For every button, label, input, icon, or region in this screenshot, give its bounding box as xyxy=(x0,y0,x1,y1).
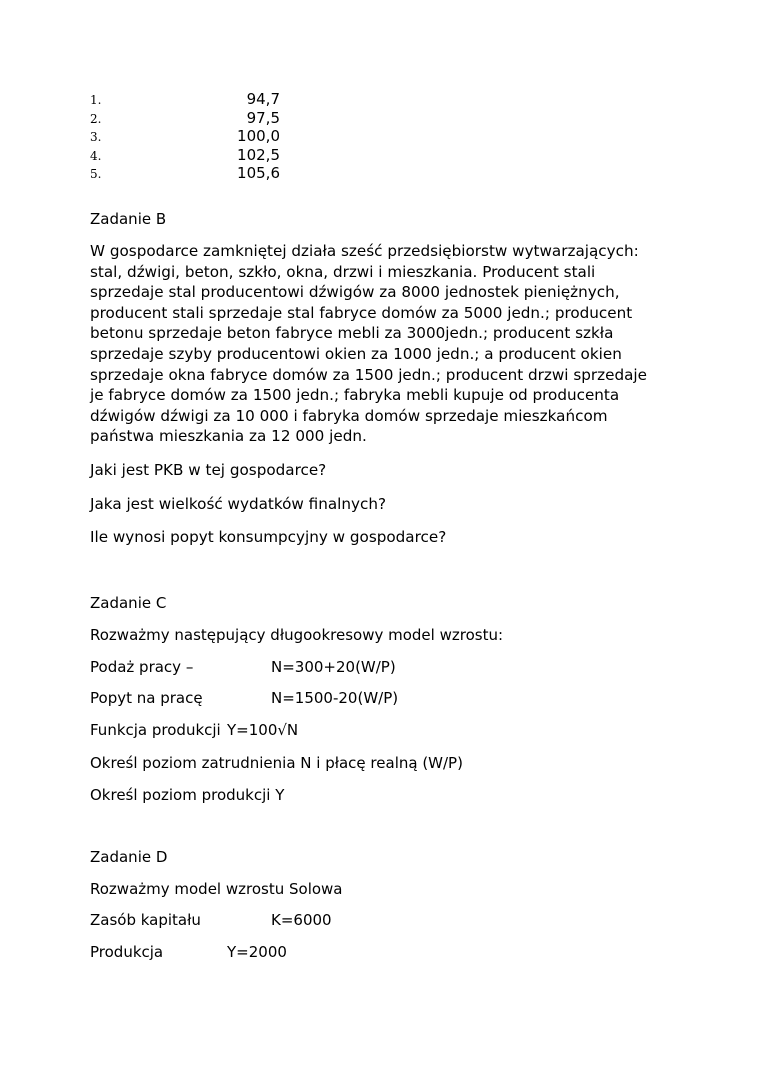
list-item-index: 3. xyxy=(90,130,102,144)
zadanie-d-heading: Zadanie D xyxy=(90,848,168,866)
list-item-value: 102,5 xyxy=(237,145,280,164)
list-item-index: 4. xyxy=(90,148,102,163)
list-item xyxy=(90,109,290,128)
zadanie-c-heading: Zadanie C xyxy=(90,594,167,612)
zadanie-b-paragraph xyxy=(90,241,660,447)
numbered-list xyxy=(90,90,290,183)
list-item xyxy=(90,164,290,183)
list-item-value: 94,7 xyxy=(246,90,280,108)
zadanie-b-question-3: Ile wynosi popyt konsumpcyjny w gospodarce? xyxy=(90,528,447,546)
list-item xyxy=(90,127,290,146)
production-function-formula: Y=100√N xyxy=(227,721,299,739)
list-item-value: 105,6 xyxy=(237,164,280,182)
zadanie-d-intro: Rozważmy model wzrostu Solowa xyxy=(90,880,343,898)
zadanie-b-question-1: Jaki jest PKB w tej gospodarce? xyxy=(90,461,327,479)
list-item-index: 1. xyxy=(90,93,102,107)
zadanie-c-task-2: Określ poziom produkcji Y xyxy=(90,786,285,804)
paragraph-line: stal, dźwigi, beton, szkło, okna, drzwi i mieszkania. Producent stali xyxy=(90,262,596,281)
output-label: Produkcja xyxy=(90,943,164,961)
paragraph-line: sprzedaje okna fabryce domów za 1500 jedn.; producent drzwi sprzedaje xyxy=(90,365,647,384)
zadanie-c-task-1: Określ poziom zatrudnienia N i płacę realną (W/P) xyxy=(90,754,463,772)
labor-supply-formula: N=300+20(W/P) xyxy=(271,658,396,676)
paragraph-line: sprzedaje stal producentowi dźwigów za 8000 jednostek pieniężnych, xyxy=(90,283,620,302)
list-item-index: 5. xyxy=(90,167,102,181)
list-item xyxy=(90,90,290,109)
labor-demand-label: Popyt na pracę xyxy=(90,689,203,707)
paragraph-line: je fabryce domów za 1500 jedn.; fabryka mebli kupuje od producenta xyxy=(90,386,620,405)
paragraph-line: sprzedaje szyby producentowi okien za 1000 jedn.; a producent okien xyxy=(90,344,622,363)
list-item-value: 97,5 xyxy=(246,108,280,127)
labor-demand-formula: N=1500-20(W/P) xyxy=(271,689,399,707)
production-function-label: Funkcja produkcji xyxy=(90,721,221,739)
output-value: Y=2000 xyxy=(227,943,287,961)
list-item xyxy=(90,146,290,165)
paragraph-line: betonu sprzedaje beton fabryce mebli za 3000jedn.; producent szkła xyxy=(90,324,614,343)
zadanie-b-heading: Zadanie B xyxy=(90,210,167,228)
zadanie-c-intro: Rozważmy następujący długookresowy model wzrostu: xyxy=(90,626,504,644)
capital-label: Zasób kapitału xyxy=(90,911,201,929)
list-item-value: 100,0 xyxy=(237,127,280,145)
labor-supply-label: Podaż pracy – xyxy=(90,658,194,676)
paragraph-line: W gospodarce zamkniętej działa sześć przedsiębiorstw wytwarzających: xyxy=(90,242,639,260)
paragraph-line: producent stali sprzedaje stal fabryce domów za 5000 jedn.; producent xyxy=(90,303,633,322)
zadanie-b-question-2: Jaka jest wielkość wydatków finalnych? xyxy=(90,495,387,513)
list-item-index: 2. xyxy=(90,111,102,126)
paragraph-line: państwa mieszkania za 12 000 jedn. xyxy=(90,427,367,446)
capital-value: K=6000 xyxy=(271,911,332,929)
paragraph-line: dźwigów dźwigi za 10 000 i fabryka domów sprzedaje mieszkańcom xyxy=(90,406,608,425)
